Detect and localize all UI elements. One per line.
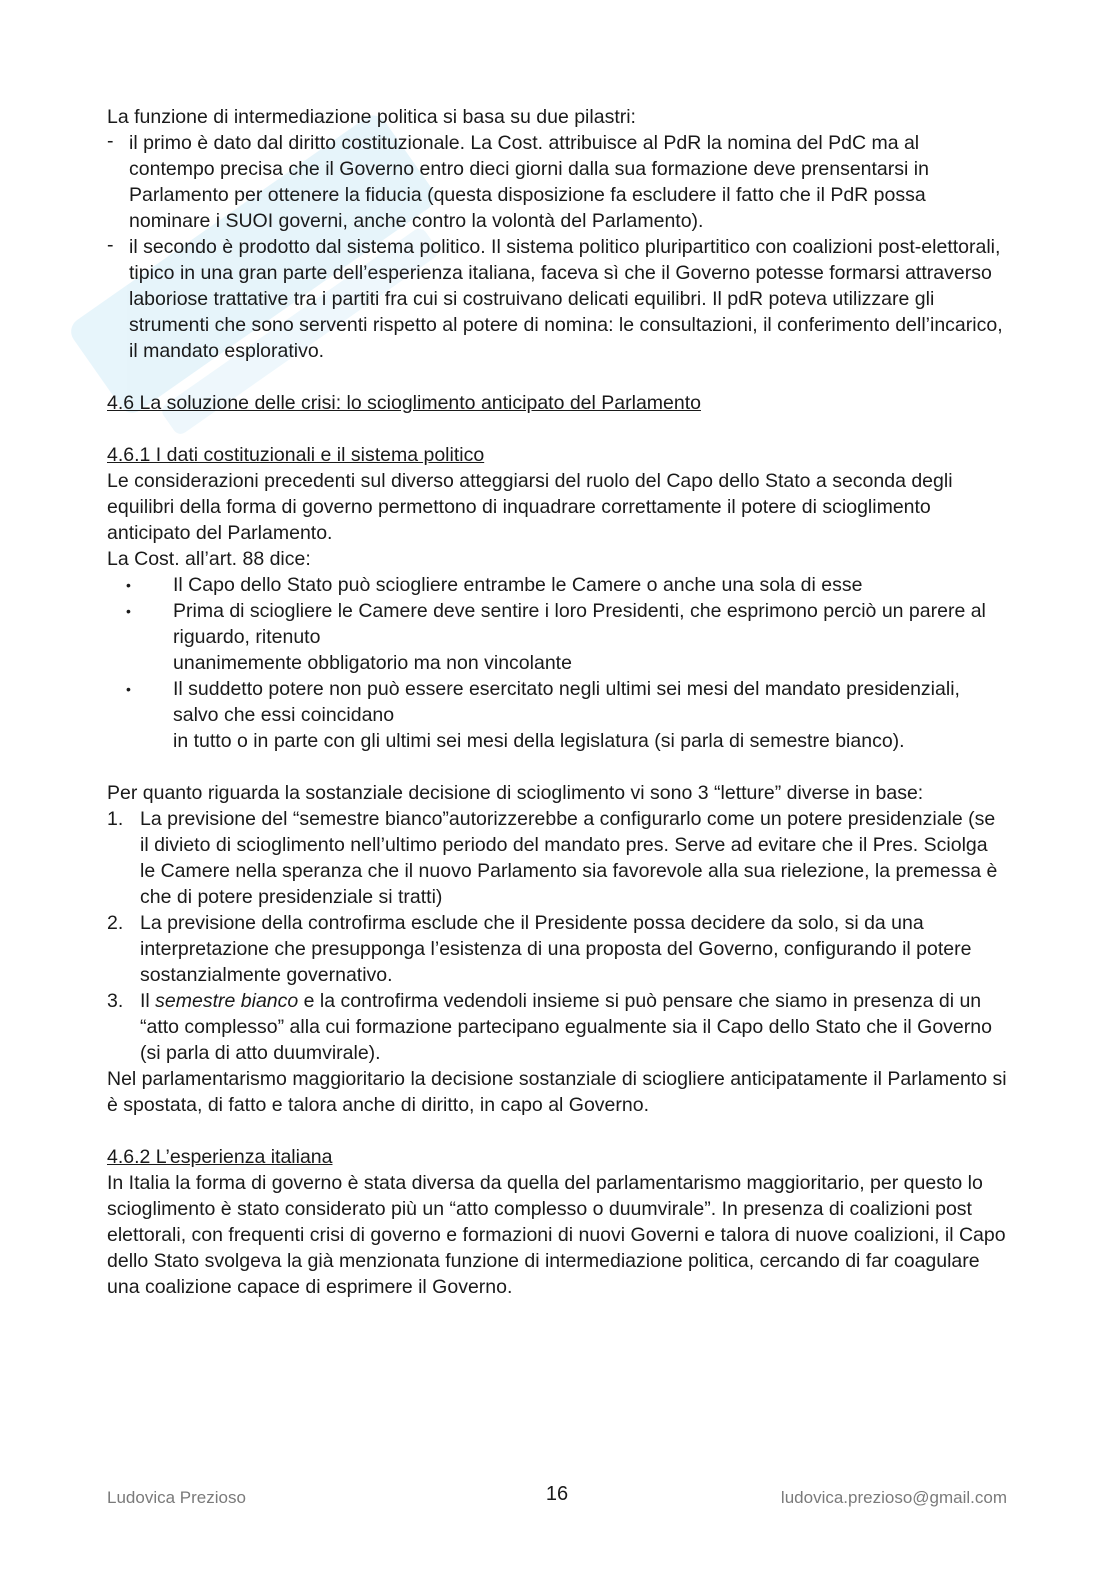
section-heading-4-6-1: 4.6.1 I dati costituzionali e il sistema politico	[107, 444, 485, 466]
list-item	[107, 910, 1007, 988]
list-item-text: La previsione del “semestre bianco”autorizzerebbe a configurarlo come un potere presidenziale (se il divieto di scioglimento nell’ultimo periodo del mandato pres. Serve ad evitare che il Pres. Sciolga le Camere nella speranza che il nuovo Parlamento sia favorevole alla sua rielezione, la premessa è che di potere presidenziale si tratti)	[140, 808, 998, 908]
paragraph: La Cost. all’art. 88 dice:	[107, 548, 311, 570]
intro-lead: La funzione di intermediazione politica si basa su due pilastri:	[107, 106, 636, 128]
bullet-marker: •	[126, 577, 131, 593]
paragraph: Per quanto riguarda la sostanziale decisione di scioglimento vi sono 3 “letture” diverse in base:	[107, 782, 924, 804]
bullet-marker: •	[126, 681, 131, 697]
list-item-text: in tutto o in parte con gli ultimi sei mesi della legislatura (si parla di semestre bianco).	[173, 730, 905, 752]
list-item-emphasis: semestre bianco	[155, 990, 299, 1012]
list-item-text: il secondo è prodotto dal sistema politico. Il sistema politico pluripartitico con coalizioni post-elettorali, tipico in una gran parte dell’esperienza italiana, faceva sì che il Governo potesse formarsi attraverso laboriose trattative tra i partiti fra cui si costruivano delicati equilibri. Il pdR poteva utilizzare gli strumenti che sono serventi rispetto al potere di nomina: le consultazioni, il conferimento dell’incarico, il mandato esplorativo.	[129, 236, 1003, 362]
list-item-text: unanimemente obbligatorio ma non vincolante	[173, 652, 572, 674]
list-item-text: e la controfirma vedendoli insieme si può pensare che siamo in presenza di un “atto complesso” alla cui formazione partecipano egualmente sia il Capo dello Stato che il Governo (si parla di atto duumvirale).	[140, 990, 992, 1064]
list-item-text: La previsione della controfirma esclude che il Presidente possa decidere da solo, si da una interpretazione che presupponga l’esistenza di una proposta del Governo, configurando il potere sostanzialmente governativo.	[140, 912, 972, 986]
list-item-text: Prima di sciogliere le Camere deve sentire i loro Presidenti, che esprimono perciò un parere al riguardo, ritenuto	[173, 600, 986, 648]
section-heading-4-6: 4.6 La soluzione delle crisi: lo scioglimento anticipato del Parlamento	[107, 392, 701, 414]
list-item-text: Il Capo dello Stato può sciogliere entrambe le Camere o anche una sola di esse	[173, 574, 863, 596]
list-item	[107, 988, 1007, 1066]
paragraph: Nel parlamentarismo maggioritario la decisione sostanziale di sciogliere anticipatamente il Parlamento si è spostata, di fatto e talora anche di diritto, in capo al Governo.	[107, 1068, 1007, 1116]
readings-list	[107, 806, 1007, 1066]
list-item	[107, 234, 1007, 364]
list-marker: -	[107, 130, 114, 152]
page-footer	[107, 1481, 1007, 1507]
list-item	[107, 130, 1007, 234]
list-number: 1.	[107, 808, 124, 830]
paragraph: Le considerazioni precedenti sul diverso atteggiarsi del ruolo del Capo dello Stato a seconda degli equilibri della forma di governo permettono di inquadrare correttamente il potere di scioglimento anticipato del Parlamento.	[107, 470, 953, 544]
list-marker: -	[107, 234, 114, 256]
list-item-text: il primo è dato dal diritto costituzionale. La Cost. attribuisce al PdR la nomina del PdC ma al contempo precisa che il Governo entro dieci giorni dalla sua formazione deve prensentarsi in Parlamento per ottenere la fiducia (questa disposizione fa escludere il fatto che il PdR possa nominare i SUOI governi, anche contro la volontà del Parlamento).	[129, 132, 929, 232]
list-number: 3.	[107, 990, 124, 1012]
section-heading-4-6-2: 4.6.2 L’esperienza italiana	[107, 1146, 333, 1168]
footer-author: Ludovica Prezioso	[107, 1488, 246, 1507]
list-item	[107, 806, 1007, 910]
list-number: 2.	[107, 912, 124, 934]
footer-email: ludovica.prezioso@gmail.com	[780, 1488, 1007, 1507]
bullet-marker: •	[126, 603, 131, 619]
list-item-text: Il suddetto potere non può essere esercitato negli ultimi sei mesi del mandato presidenziali, salvo che essi coincidano	[173, 678, 960, 726]
list-item	[107, 572, 1007, 598]
intro-list	[107, 130, 1007, 364]
page-content	[107, 104, 1007, 1300]
list-item	[107, 676, 1007, 754]
page-number: 16	[545, 1483, 569, 1505]
list-item-prefix: Il	[140, 990, 156, 1012]
article-88-list	[107, 572, 1007, 754]
list-item	[107, 598, 1007, 676]
paragraph: In Italia la forma di governo è stata diversa da quella del parlamentarismo maggioritario, per questo lo scioglimento è stato considerato più un “atto complesso o duumvirale”. In presenza di coalizioni post elettorali, con frequenti crisi di governo e formazioni di nuovi Governi e talora di nuove coalizioni, il Capo dello Stato svolgeva la già menzionata funzione di intermediazione politica, cercando di far coagulare una coalizione capace di esprimere il Governo.	[107, 1172, 1006, 1298]
